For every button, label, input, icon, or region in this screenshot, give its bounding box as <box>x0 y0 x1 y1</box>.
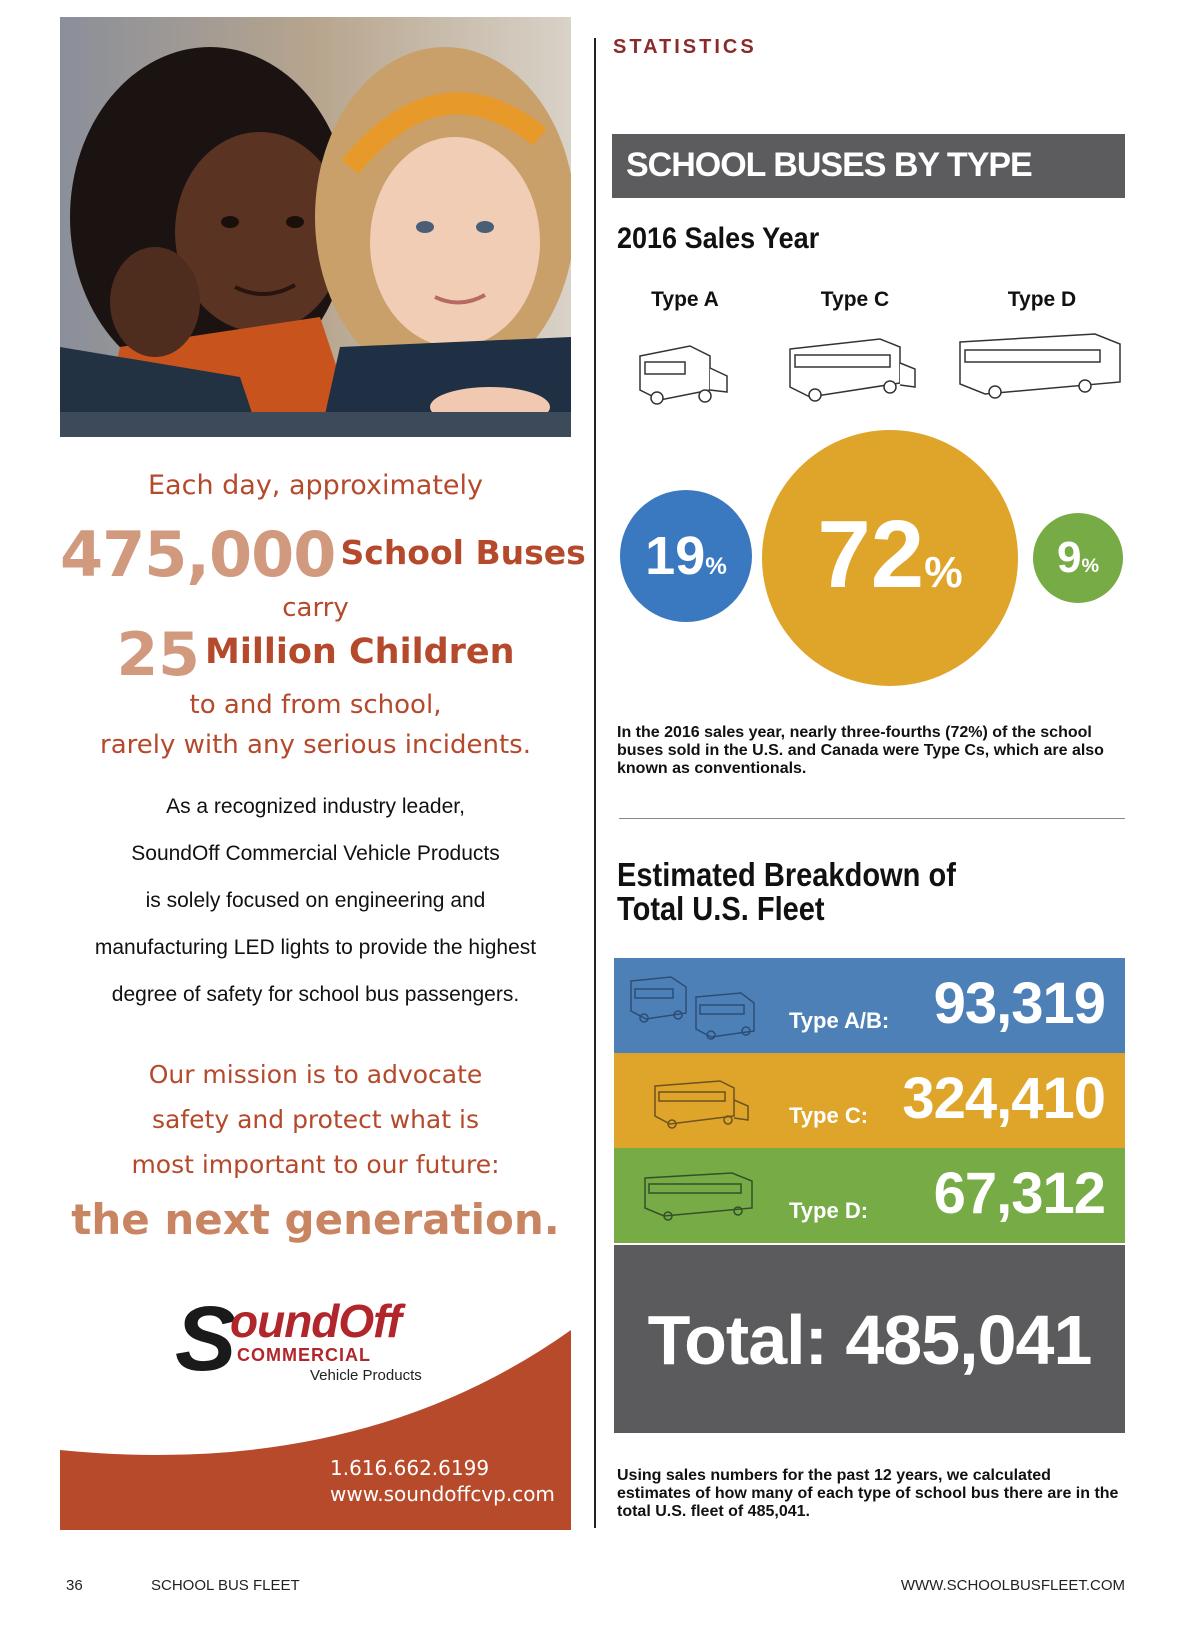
logo-big-s: S <box>175 1288 237 1390</box>
type-a-bus-icon <box>635 338 730 410</box>
page-number: 36 <box>66 1577 83 1594</box>
fleet-label-type-d: Type D: <box>789 1198 869 1223</box>
type-c-percent: 72 <box>817 501 925 608</box>
type-d-percent-sign: % <box>1081 555 1100 577</box>
ad-website[interactable]: www.soundoffcvp.com <box>330 1482 555 1506</box>
children-photo <box>60 17 571 437</box>
children-photo-illustration <box>60 17 571 437</box>
logo-commercial: COMMERCIAL <box>237 1345 371 1365</box>
logo-brand: oundOff <box>230 1295 401 1347</box>
ad-body-line-5: degree of safety for school bus passengers. <box>111 983 520 1006</box>
fleet-heading <box>617 858 956 926</box>
section-rule <box>619 818 1125 819</box>
logo-sub: Vehicle Products <box>310 1367 422 1384</box>
fleet-heading-line-1: Estimated Breakdown of <box>617 856 956 893</box>
type-d-percent-circle <box>1033 513 1123 603</box>
fleet-label-type-ab: Type A/B: <box>789 1008 890 1033</box>
fleet-description: Using sales numbers for the past 12 years, we calculated estimates of how many of each type of school bus there are in the total U.S. fleet of 485,041. <box>617 1467 1119 1520</box>
type-a-label: Type A <box>651 288 719 311</box>
section-label: STATISTICS <box>613 36 757 58</box>
type-c-fleet-bus-icon <box>652 1078 752 1133</box>
fleet-heading-line-2: Total U.S. Fleet <box>617 890 825 927</box>
type-d-percent: 9 <box>1056 533 1082 582</box>
mission-line-3: most important to our future: <box>131 1150 500 1179</box>
type-c-percent-sign: % <box>924 549 963 597</box>
type-c-bus-icon <box>785 335 920 415</box>
fleet-value-type-c: 324,410 <box>902 1066 1105 1131</box>
type-d-fleet-bus-icon <box>642 1170 757 1225</box>
mission-line-2: safety and protect what is <box>152 1105 479 1134</box>
sales-year-heading: 2016 Sales Year <box>617 222 820 255</box>
ad-phone: 1.616.662.6199 <box>330 1456 490 1480</box>
ad-body-line-2: SoundOff Commercial Vehicle Products <box>131 842 500 865</box>
ad-body-line-3: is solely focused on engineering and <box>145 889 486 912</box>
ad-body-line-4: manufacturing LED lights to provide the highest <box>94 936 537 959</box>
type-d-bus-icon <box>955 330 1125 412</box>
page-title: SCHOOL BUSES BY TYPE <box>626 146 1032 184</box>
type-ab-bus-icon <box>626 973 771 1043</box>
fleet-row-type-c <box>614 1053 1125 1148</box>
ad-contact <box>330 1455 555 1507</box>
sales-description: In the 2016 sales year, nearly three-fourths (72%) of the school buses sold in the U.S. and Canada were Type Cs, which are also known as conventionals. <box>617 724 1104 777</box>
buses-label: School Buses <box>340 533 586 572</box>
fleet-label-type-c: Type C: <box>789 1103 869 1128</box>
fleet-value-type-d: 67,312 <box>933 1161 1105 1226</box>
type-a-percent-circle <box>620 490 752 622</box>
fleet-row-type-d <box>614 1148 1125 1243</box>
children-count: 25 <box>116 620 200 690</box>
ad-rarely: rarely with any serious incidents. <box>100 730 531 760</box>
ad-tagline: the next generation. <box>71 1195 560 1244</box>
publication-name: SCHOOL BUS FLEET <box>151 1577 300 1594</box>
ad-to-from: to and from school, <box>189 690 442 720</box>
fleet-value-type-ab: 93,319 <box>933 971 1105 1036</box>
ad-intro: Each day, approximately <box>148 470 483 501</box>
column-divider <box>594 38 596 1528</box>
fleet-row-type-ab <box>614 958 1125 1053</box>
type-a-percent-sign: % <box>705 553 727 580</box>
fleet-total: Total: 485,041 <box>647 1301 1092 1379</box>
ad-children-line <box>60 620 571 690</box>
publication-website[interactable]: WWW.SCHOOLBUSFLEET.COM <box>900 1577 1125 1594</box>
children-label: Million Children <box>205 632 515 672</box>
type-d-label: Type D <box>1007 288 1077 311</box>
ad-body-line-1: As a recognized industry leader, <box>166 795 465 818</box>
type-a-percent: 19 <box>645 526 706 586</box>
soundoff-logo <box>175 1288 475 1395</box>
buses-count: 475,000 <box>60 518 336 591</box>
mission-line-1: Our mission is to advocate <box>148 1060 483 1089</box>
ad-carry: carry <box>282 593 349 623</box>
type-c-label: Type C <box>820 288 890 311</box>
type-c-percent-circle <box>762 430 1018 686</box>
ad-buses-line <box>60 518 586 591</box>
